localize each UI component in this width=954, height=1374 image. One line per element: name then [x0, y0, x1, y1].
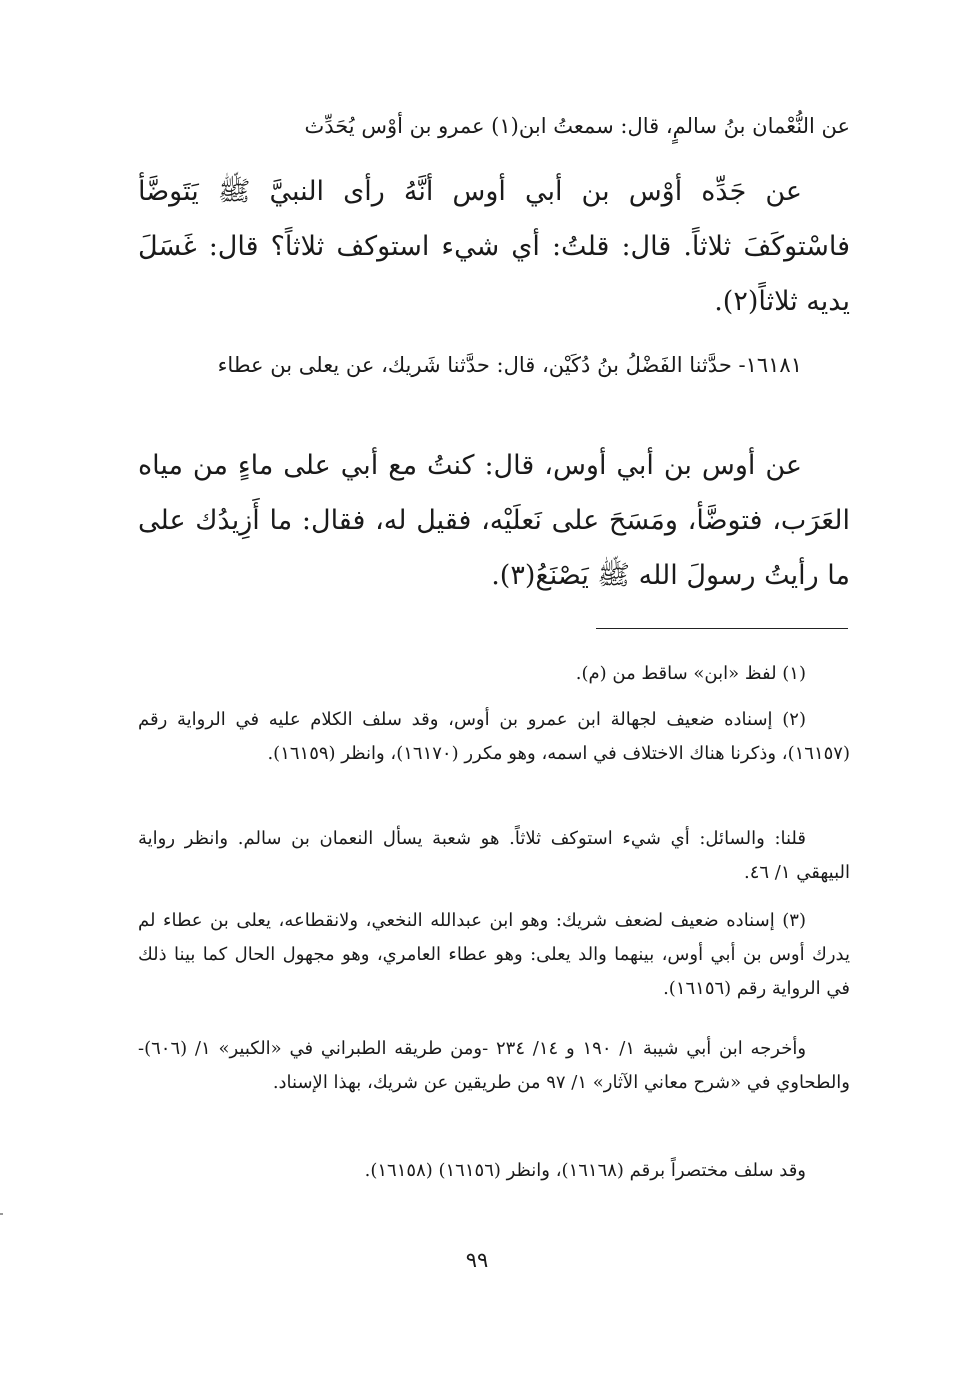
- footnote-2-note: قلنا: والسائل: أي شيء استوكف ثلاثاً. هو شعبة يسأل النعمان بن سالم. وانظر رواية البيهقي ١/ ٤٦.: [138, 828, 850, 883]
- page-number: ٩٩: [465, 1248, 489, 1272]
- footnote-3: (٣) إسناده ضعيف لضعف شريك: وهو ابن عبدالله النخعي، ولانقطاعه، يعلى بن عطاء لم يدرك أوس بن أبي أوس، بينهما والد يعلى: وهو عطاء العامري، وهو مجهول الحال كما بينا ذلك في الرواية رقم (١٦١٥٦).: [138, 910, 850, 999]
- footnote-3-sources: وأخرجه ابن أبي شيبة ١/ ١٩٠ و ١٤/ ٢٣٤ -ومن طريقه الطبراني في «الكبير» ١/ (٦٠٦)- والطحاوي في «شرح معاني الآثار» ١/ ٩٧ من طريقين عن شريك، بهذا الإسناد.: [138, 1038, 850, 1093]
- footnote-3-see-also: وقد سلف مختصراً برقم (١٦١٦٨)، وانظر (١٦١٥٦) (١٦١٥٨).: [364, 1160, 806, 1181]
- hadith-16180-matn: عن جَدِّه أوْس بن أبي أوس أنَّهُ رأى النبيَّ ﷺ يَتَوضَّأ فاسْتوكَفَ ثلاثاً. قال: قلتُ: أي شيء استوكف ثلاثاً؟ قال: غَسَلَ يديه ثلاثاً(٢).: [138, 176, 850, 317]
- hadith-16181-matn: عن أوس بن أبي أوس، قال: كنتُ مع أبي على ماءٍ من مياه العَرَب، فتوضَّأ، ومَسَحَ على نَعلَيْه، فقيل له، فقال: ما أَزِيدُك على ما رأيتُ رسولَ الله ﷺ يَصْنَعُ(٣).: [138, 450, 850, 591]
- footnote-divider: [596, 628, 848, 629]
- footnote-1: (١) لفظ «ابن» ساقط من (م).: [575, 663, 806, 684]
- margin-mark: [0, 1213, 3, 1215]
- hadith-16180-isnad-line: عن النُّعْمان بنُ سالمٍ، قال: سمعتُ ابن(١) عمرو بن أوْس يُحَدِّث: [304, 114, 850, 138]
- hadith-16181-isnad: ١٦١٨١- حدَّثنا الفَضْلُ بنُ دُكَيْن، قال: حدَّثنا شَريك، عن يعلى بن عطاء: [217, 353, 802, 377]
- footnote-2: (٢) إسناده ضعيف لجهالة ابن عمرو بن أوس، وقد سلف الكلام عليه في الرواية رقم (١٦١٥٧)، وذكرنا هناك الاختلاف في اسمه، وهو مكرر (١٦١٧٠)، وانظر (١٦١٥٩).: [138, 709, 850, 764]
